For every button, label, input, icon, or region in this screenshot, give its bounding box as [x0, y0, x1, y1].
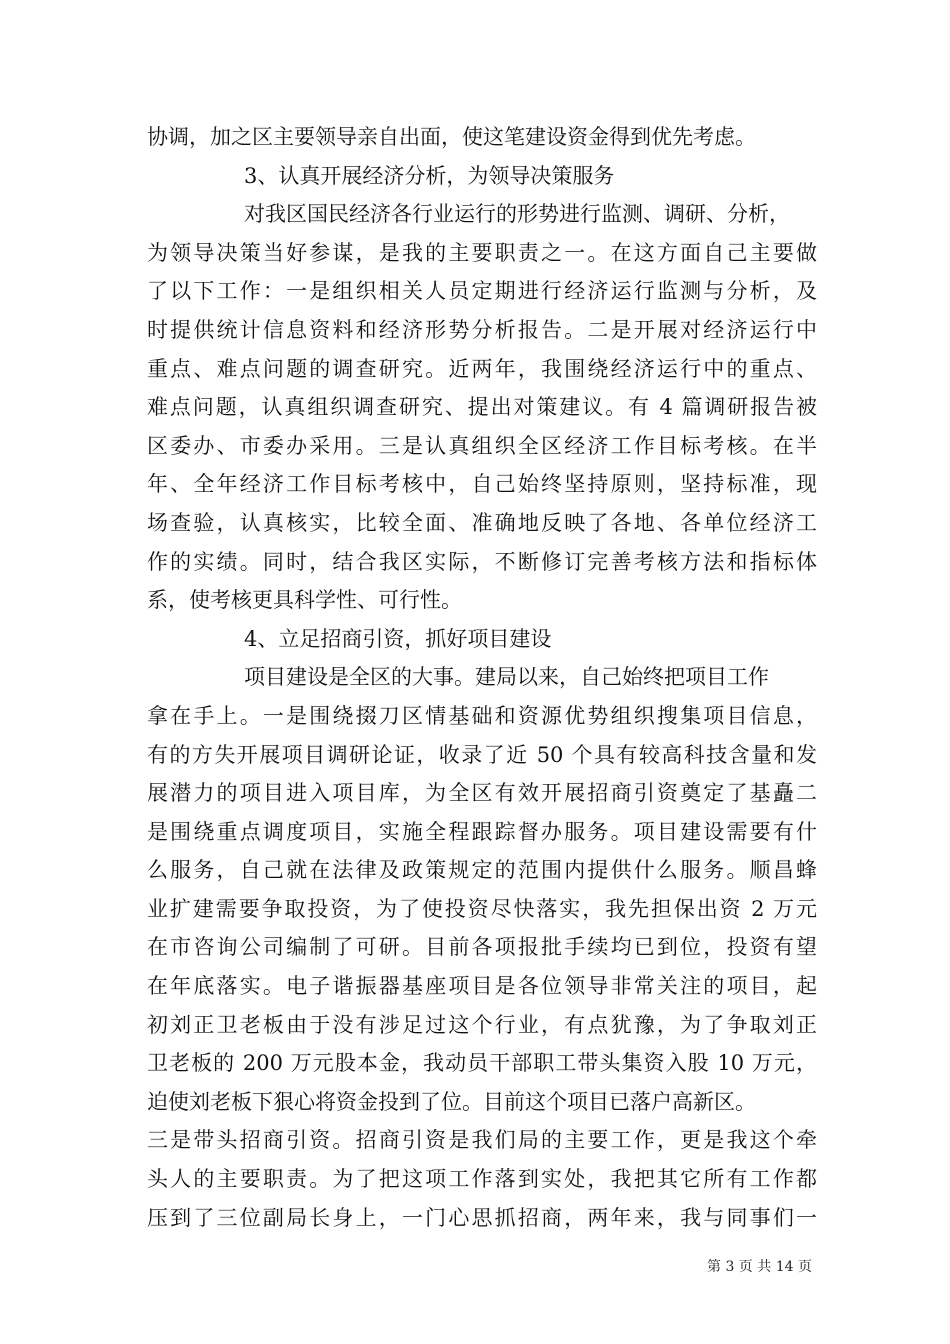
- text-line: 业扩建需要争取投资，为了使投资尽快落实，我先担保出资 2 万元: [147, 896, 817, 921]
- text-line: 三是带头招商引资。招商引资是我们局的主要工作，更是我这个牵: [147, 1128, 817, 1153]
- text-line: 有的方失开展项目调研论证，收录了近 50 个具有较高科技含量和发: [147, 742, 817, 767]
- text-line: 为领导决策当好参谋，是我的主要职责之一。在这方面自己主要做: [147, 240, 817, 265]
- paragraph-first-line: 项目建设是全区的大事。建局以来，自己始终把项目工作: [244, 665, 769, 690]
- section-heading: 3、认真开展经济分析，为领导决策服务: [244, 163, 615, 188]
- text-line: 在年底落实。电子谐振器基座项目是各位领导非常关注的项目，起: [147, 974, 817, 999]
- text-line: 协调，加之区主要领导亲自出面，使这笔建设资金得到优先考虑。: [147, 125, 756, 149]
- text-line: 拿在手上。一是围绕掇刀区情基础和资源优势组织搜集项目信息，: [147, 703, 817, 728]
- text-line: 压到了三位副局长身上，一门心思抓招商，两年来，我与同事们一: [147, 1205, 817, 1230]
- text-line: 难点问题，认真组织调查研究、提出对策建议。有 4 篇调研报告被: [147, 395, 817, 420]
- text-line: 了以下工作：一是组织相关人员定期进行经济运行监测与分析，及: [147, 279, 817, 304]
- text-line: 在市咨询公司编制了可研。目前各项报批手续均已到位，投资有望: [147, 935, 817, 960]
- document-body: [147, 118, 817, 1237]
- page-number-footer: 第 3 页 共 14 页: [707, 1259, 812, 1275]
- text-line: 系，使考核更具科学性、可行性。: [147, 588, 462, 613]
- text-line: 迫使刘老板下狠心将资金投到了位。目前这个项目已落户高新区。: [147, 1089, 756, 1114]
- text-line: 初刘正卫老板由于没有涉足过这个行业，有点犹豫，为了争取刘正: [147, 1012, 817, 1037]
- text-line: 时提供统计信息资料和经济形势分析报告。二是开展对经济运行中: [147, 317, 817, 342]
- text-line: 作的实绩。同时，结合我区实际，不断修订完善考核方法和指标体: [147, 549, 817, 574]
- text-line: 是围绕重点调度项目，实施全程跟踪督办服务。项目建设需要有什: [147, 819, 817, 844]
- section-heading: 4、立足招商引资，抓好项目建设: [244, 626, 552, 651]
- paragraph-first-line: 对我区国民经济各行业运行的形势进行监测、调研、分析，: [244, 202, 790, 227]
- text-line: 重点、难点问题的调查研究。近两年，我围绕经济运行中的重点、: [147, 356, 817, 381]
- text-line: 场查验，认真核实，比较全面、准确地反映了各地、各单位经济工: [147, 510, 817, 535]
- text-line: 头人的主要职责。为了把这项工作落到实处，我把其它所有工作都: [147, 1167, 817, 1192]
- text-line: 区委办、市委办采用。三是认真组织全区经济工作目标考核。在半: [147, 433, 817, 458]
- text-line: 展潜力的项目进入项目库，为全区有效开展招商引资奠定了基矗二: [147, 781, 817, 806]
- text-line: 么服务，自己就在法律及政策规定的范围内提供什么服务。顺昌蜂: [147, 858, 817, 883]
- text-line: 年、全年经济工作目标考核中，自己始终坚持原则，坚持标准，现: [147, 472, 817, 497]
- text-line: 卫老板的 200 万元股本金，我动员干部职工带头集资入股 10 万元，: [147, 1051, 817, 1076]
